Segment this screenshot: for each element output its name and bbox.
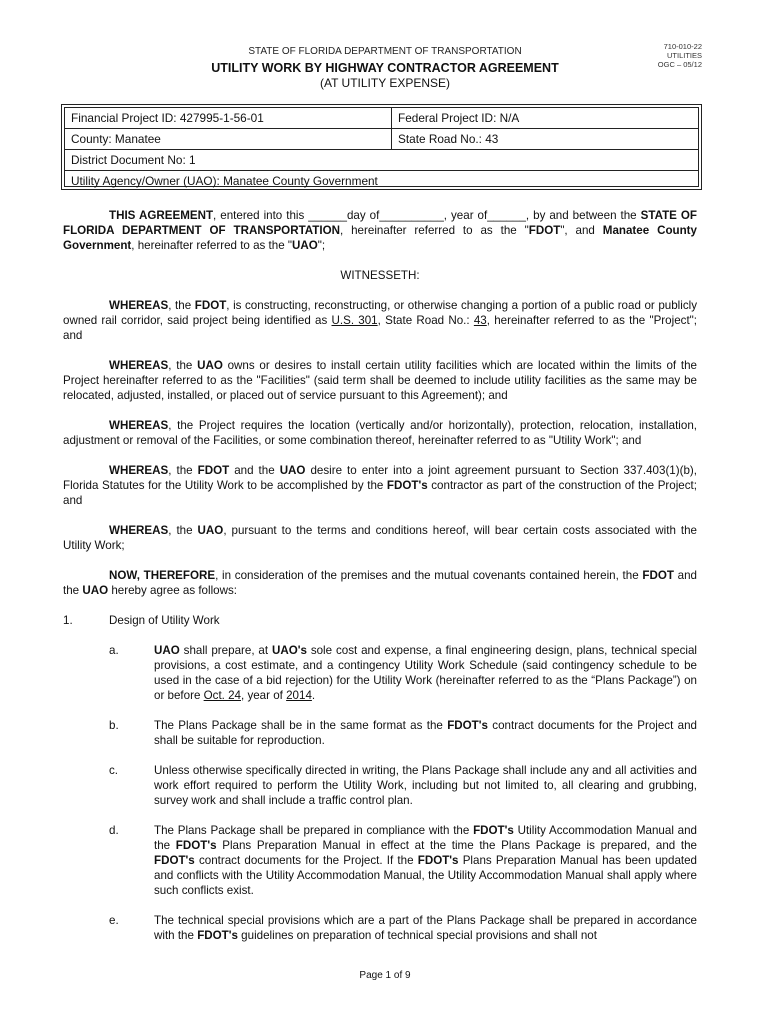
- whereas-clause-5: WHEREAS, the UAO, pursuant to the terms and conditions hereof, will bear certain costs associated with the Utility Work;: [63, 524, 697, 552]
- state-road: State Road No.: 43: [398, 132, 499, 146]
- subsection-c: c. Unless otherwise specifically directed in writing, the Plans Package shall include any and all activities and work effort required to perform the Utility Work, including but not limited to, all clearing and grubbing, survey work and shall include a traffic control plan.: [109, 764, 697, 807]
- whereas-clause-3: WHEREAS, the Project requires the location (vertically and/or horizontally), protection, relocation, installation, adjustment or removal of the Facilities, or some combination thereof, hereinafter referred to as "Utility Work"; and: [63, 419, 697, 447]
- federal-project-id: Federal Project ID: N/A: [398, 111, 520, 125]
- info-row: [65, 108, 698, 129]
- section-title: Design of Utility Work: [109, 614, 220, 627]
- witnesseth-heading: WITNESSETH:: [340, 269, 420, 282]
- info-row: [65, 171, 698, 191]
- section-number: 1.: [63, 614, 73, 627]
- now-therefore-clause: NOW, THEREFORE, in consideration of the premises and the mutual covenants contained herein, the FDOT and the UAO hereby agree as follows:: [63, 569, 697, 597]
- page-number: Page 1 of 9: [359, 970, 411, 981]
- subsection-b: b. The Plans Package shall be in the same format as the FDOT's contract documents for the Project and shall be suitable for reproduction.: [109, 719, 697, 747]
- subsection-a: a. UAO shall prepare, at UAO's sole cost and expense, a final engineering design, plans, technical special provisions, a cost estimate, and a contingency Utility Work Schedule (said contingency schedule to be used in the case of a bid rejection) for the Utility Work (hereinafter referred to as the “Plans Package”) on or before Oct. 24, year of 2014.: [109, 644, 697, 702]
- section-1-heading: [63, 613, 697, 628]
- form-revision: OGC – 05/12: [657, 60, 702, 69]
- form-number: 710-010-22: [663, 42, 702, 51]
- agreement-body: [63, 208, 697, 943]
- subsection-d: d. The Plans Package shall be prepared in compliance with the FDOT's Utility Accommodation Manual and the FDOT's Plans Preparation Manual in effect at the time the Plans Package is prepared, and the FDOT's contract documents for the Project. If the FDOT's Plans Preparation Manual has been updated and conflicts with the Utility Accommodation Manual, the Utility Accommodation Manual shall apply where such conflicts exist.: [109, 824, 698, 897]
- form-category: UTILITIES: [666, 51, 702, 60]
- info-row: [65, 150, 698, 171]
- document-title: UTILITY WORK BY HIGHWAY CONTRACTOR AGREEMENT: [211, 61, 559, 75]
- subsection-e: e. The technical special provisions which are a part of the Plans Package shall be prepared in accordance with the FDOT's guidelines on preparation of technical special provisions and shall not: [109, 914, 697, 942]
- whereas-clause-1: WHEREAS, the FDOT, is constructing, reconstructing, or otherwise changing a portion of a public road or publicly owned rail corridor, said project being identified as U.S. 301, State Road No.: 43, hereinafter referred to as the "Project"; and: [63, 299, 697, 342]
- project-info-box: [61, 104, 702, 190]
- county: County: Manatee: [65, 129, 392, 149]
- agency-name: STATE OF FLORIDA DEPARTMENT OF TRANSPORTATION: [248, 46, 522, 57]
- document-header: [0, 46, 770, 90]
- document-subtitle: (AT UTILITY EXPENSE): [319, 76, 451, 90]
- utility-agency-owner: Utility Agency/Owner (UAO): Manatee County Government: [71, 174, 378, 188]
- agreement-preamble: THIS AGREEMENT, entered into this ______day of__________, year of______, by and between the STATE OF FLORIDA DEPARTMENT OF TRANSPORTATION, hereinafter referred to as the "FDOT", and Manatee County Government, hereinafter referred to as the "UAO";: [63, 209, 697, 252]
- district-document: District Document No: 1: [71, 153, 196, 167]
- info-row: [65, 129, 698, 150]
- whereas-clause-4: WHEREAS, the FDOT and the UAO desire to enter into a joint agreement pursuant to Section 337.403(1)(b), Florida Statutes for the Utility Work to be accomplished by the FDOT's contractor as part of the construction of the Project; and: [63, 464, 697, 507]
- whereas-clause-2: WHEREAS, the UAO owns or desires to install certain utility facilities which are located within the limits of the Project hereinafter referred to as the "Facilities" (said term shall be deemed to include utility facilities as the same may be relocated, adjusted, installed, or placed out of service pursuant to this Agreement); and: [63, 359, 697, 402]
- financial-project-id: Financial Project ID: 427995-1-56-01: [65, 108, 392, 128]
